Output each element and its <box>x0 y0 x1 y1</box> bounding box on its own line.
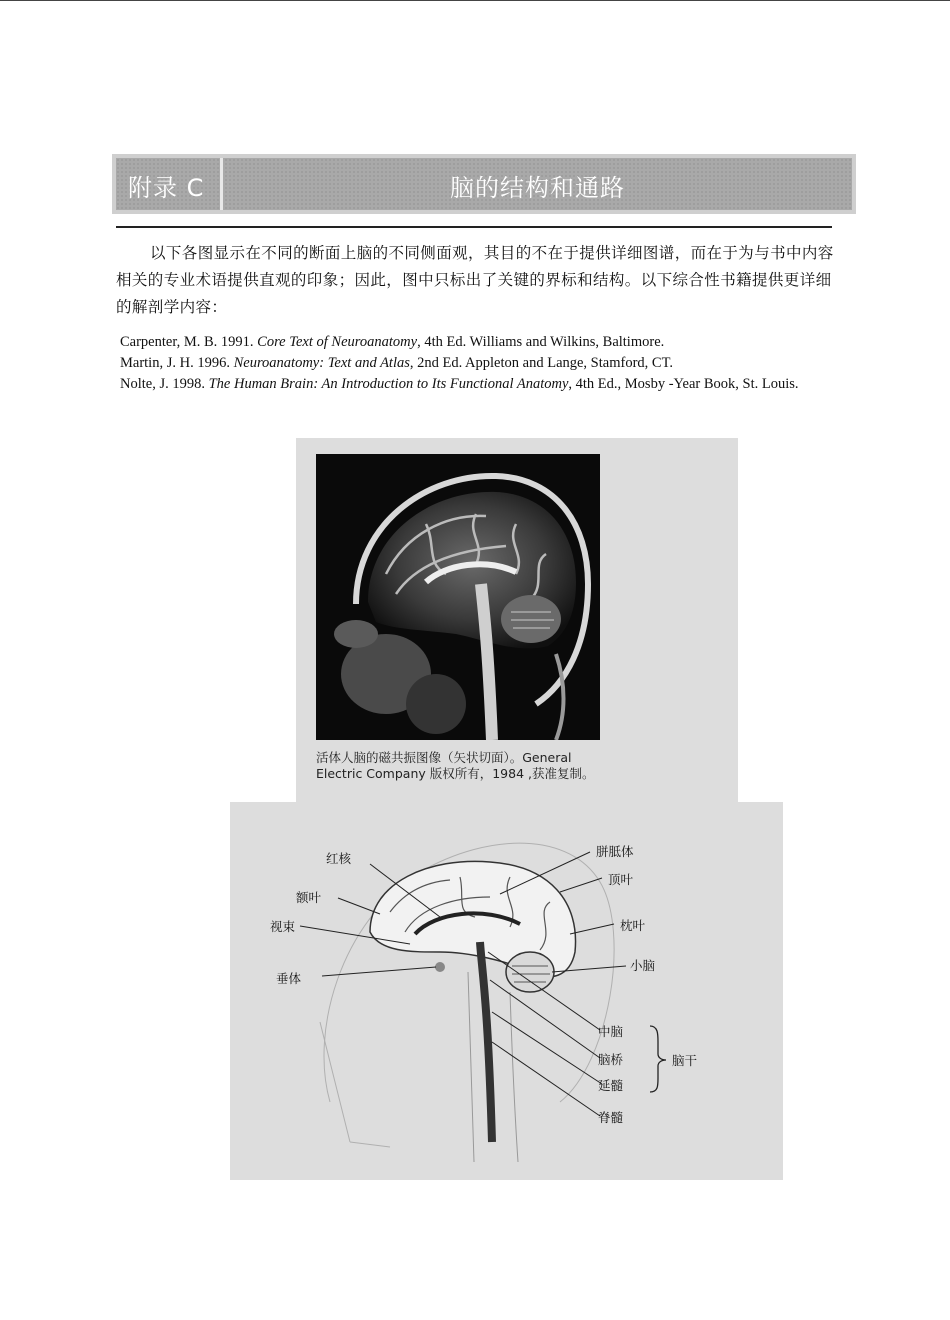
reference-item <box>120 374 820 395</box>
mri-caption-line: 活体人脑的磁共振图像（矢状切面）。General <box>316 750 572 765</box>
page-title: 脑的结构和通路 <box>450 174 625 202</box>
label-parietal-lobe: 顶叶 <box>608 872 634 887</box>
reference-author: Martin, J. H. 1996. <box>120 355 234 371</box>
reference-publisher: , 4th Ed. Williams and Wilkins, Baltimore. <box>417 334 665 350</box>
reference-author: Carpenter, M. B. 1991. <box>120 334 258 350</box>
label-optic-tract: 视束 <box>270 919 296 934</box>
label-corpus-callosum: 胼胝体 <box>596 844 634 859</box>
mri-figure-panel <box>296 438 738 804</box>
label-pituitary: 垂体 <box>276 971 302 986</box>
label-medulla: 延髓 <box>598 1078 624 1093</box>
label-pons: 脑桥 <box>598 1052 624 1067</box>
brain-diagram-panel <box>230 802 783 1180</box>
mri-brain-illustration <box>316 454 600 740</box>
reference-title: Core Text of Neuroanatomy <box>257 334 418 350</box>
reference-publisher: , 4th Ed., Mosby -Year Book, St. Louis. <box>568 376 799 392</box>
intro-text <box>116 240 836 321</box>
reference-title: Neuroanatomy: Text and Atlas <box>233 355 410 371</box>
mri-caption <box>316 750 616 782</box>
brain-diagram <box>230 802 783 1180</box>
reference-author: Nolte, J. 1998. <box>120 376 209 392</box>
top-rule <box>0 0 950 1</box>
label-brainstem: 脑干 <box>672 1053 698 1068</box>
label-occipital-lobe: 枕叶 <box>620 918 646 933</box>
reference-title: The Human Brain: An Introduction to Its Functional Anatomy <box>208 376 569 392</box>
mri-caption-line: Electric Company 版权所有，1984 ,获准复制。 <box>316 766 595 781</box>
appendix-label: 附录 C <box>128 174 205 202</box>
label-red-nucleus: 红核 <box>326 851 352 866</box>
mri-image <box>316 454 600 740</box>
label-midbrain: 中脑 <box>598 1024 624 1039</box>
intro-paragraph: 以下各图显示在不同的断面上脑的不同侧面观，其目的不在于提供详细图谱，而在于为与书中内容相关的专业术语提供直观的印象；因此，图中只标出了关键的界标和结构。以下综合性书籍提供更详细的解剖学内容： <box>116 244 834 316</box>
banner-background <box>116 158 852 210</box>
appendix-banner <box>112 154 856 214</box>
label-spinal-cord: 脊髓 <box>598 1110 624 1125</box>
reference-publisher: , 2nd Ed. Appleton and Lange, Stamford, CT. <box>409 355 673 371</box>
reference-item <box>120 332 820 353</box>
title-underline <box>116 226 832 228</box>
reference-list <box>120 332 820 395</box>
label-frontal-lobe: 额叶 <box>296 890 322 905</box>
reference-item <box>120 353 820 374</box>
label-cerebellum: 小脑 <box>630 958 656 973</box>
